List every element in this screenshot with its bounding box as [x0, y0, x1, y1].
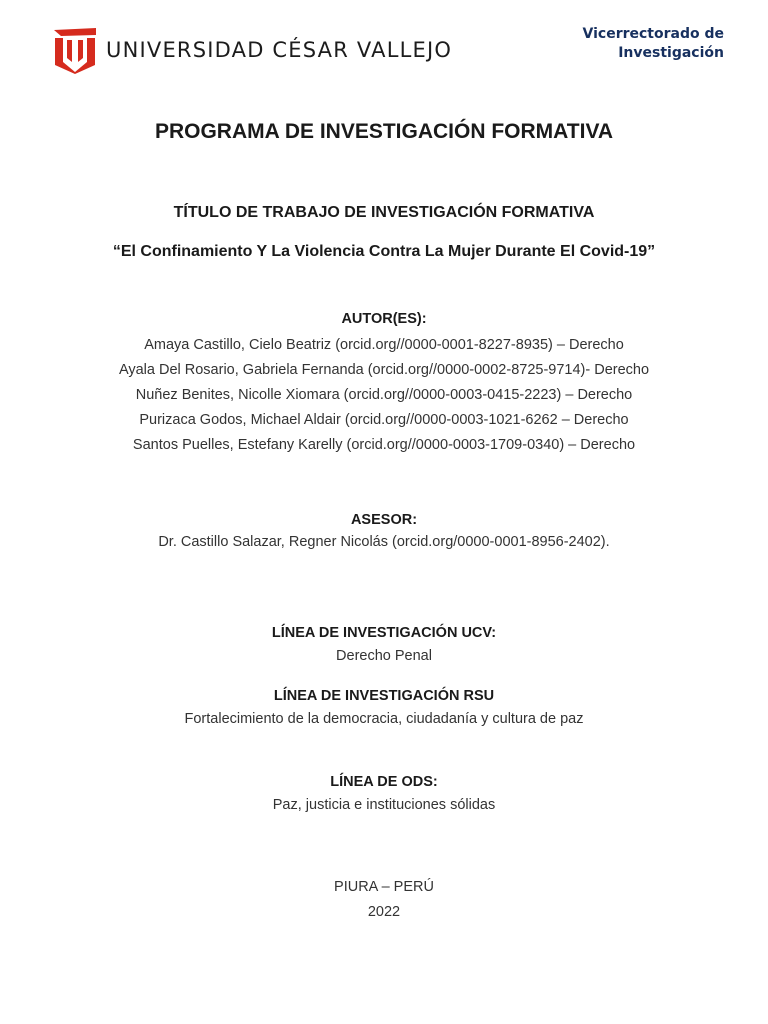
page-header: [0, 0, 768, 90]
authors-section: [0, 311, 768, 458]
ucv-line-value: Derecho Penal: [336, 648, 432, 664]
ucv-logo-icon: [52, 26, 98, 74]
authors-heading: AUTOR(ES):: [341, 311, 427, 327]
ods-heading: LÍNEA DE ODS:: [330, 774, 438, 790]
advisor-section: [0, 512, 768, 550]
place-date: [0, 875, 768, 925]
author-line: Santos Puelles, Estefany Karelly (orcid.org//0000-0003-1709-0340) – Derecho: [132, 437, 636, 453]
author-line: Amaya Castillo, Cielo Beatriz (orcid.org//0000-0001-8227-8935) – Derecho: [144, 337, 624, 353]
work-title-heading: TÍTULO DE TRABAJO DE INVESTIGACIÓN FORMATIVA: [173, 204, 595, 221]
rsu-line-section: [0, 688, 768, 727]
vice-line-2: Investigación: [618, 45, 724, 61]
ucv-line-section: [0, 625, 768, 664]
author-line: Ayala Del Rosario, Gabriela Fernanda (orcid.org//0000-0002-8725-9714)- Derecho: [118, 362, 650, 378]
advisor-heading: ASESOR:: [350, 512, 418, 528]
university-name: UNIVERSIDAD CÉSAR VALLEJO: [106, 38, 453, 62]
vice-line-1: Vicerrectorado de: [582, 26, 724, 42]
place: PIURA – PERÚ: [334, 879, 434, 895]
ucv-line-heading: LÍNEA DE INVESTIGACIÓN UCV:: [271, 625, 497, 641]
ods-section: [0, 774, 768, 813]
ods-value: Paz, justicia e instituciones sólidas: [272, 797, 496, 813]
author-line: Nuñez Benites, Nicolle Xiomara (orcid.org//0000-0003-0415-2223) – Derecho: [135, 387, 633, 403]
university-logo: [52, 26, 452, 74]
work-title: “El Confinamiento Y La Violencia Contra La Mujer Durante El Covid-19”: [112, 243, 656, 260]
rsu-line-heading: LÍNEA DE INVESTIGACIÓN RSU: [273, 688, 495, 704]
rsu-line-value: Fortalecimiento de la democracia, ciudadanía y cultura de paz: [184, 711, 584, 727]
program-title: PROGRAMA DE INVESTIGACIÓN FORMATIVA: [154, 120, 614, 143]
vice-rectorate-label: [583, 25, 724, 63]
advisor-name: Dr. Castillo Salazar, Regner Nicolás (orcid.org/0000-0001-8956-2402).: [158, 534, 610, 550]
year: 2022: [367, 904, 401, 920]
author-line: Purizaca Godos, Michael Aldair (orcid.org//0000-0003-1021-6262 – Derecho: [139, 412, 629, 428]
